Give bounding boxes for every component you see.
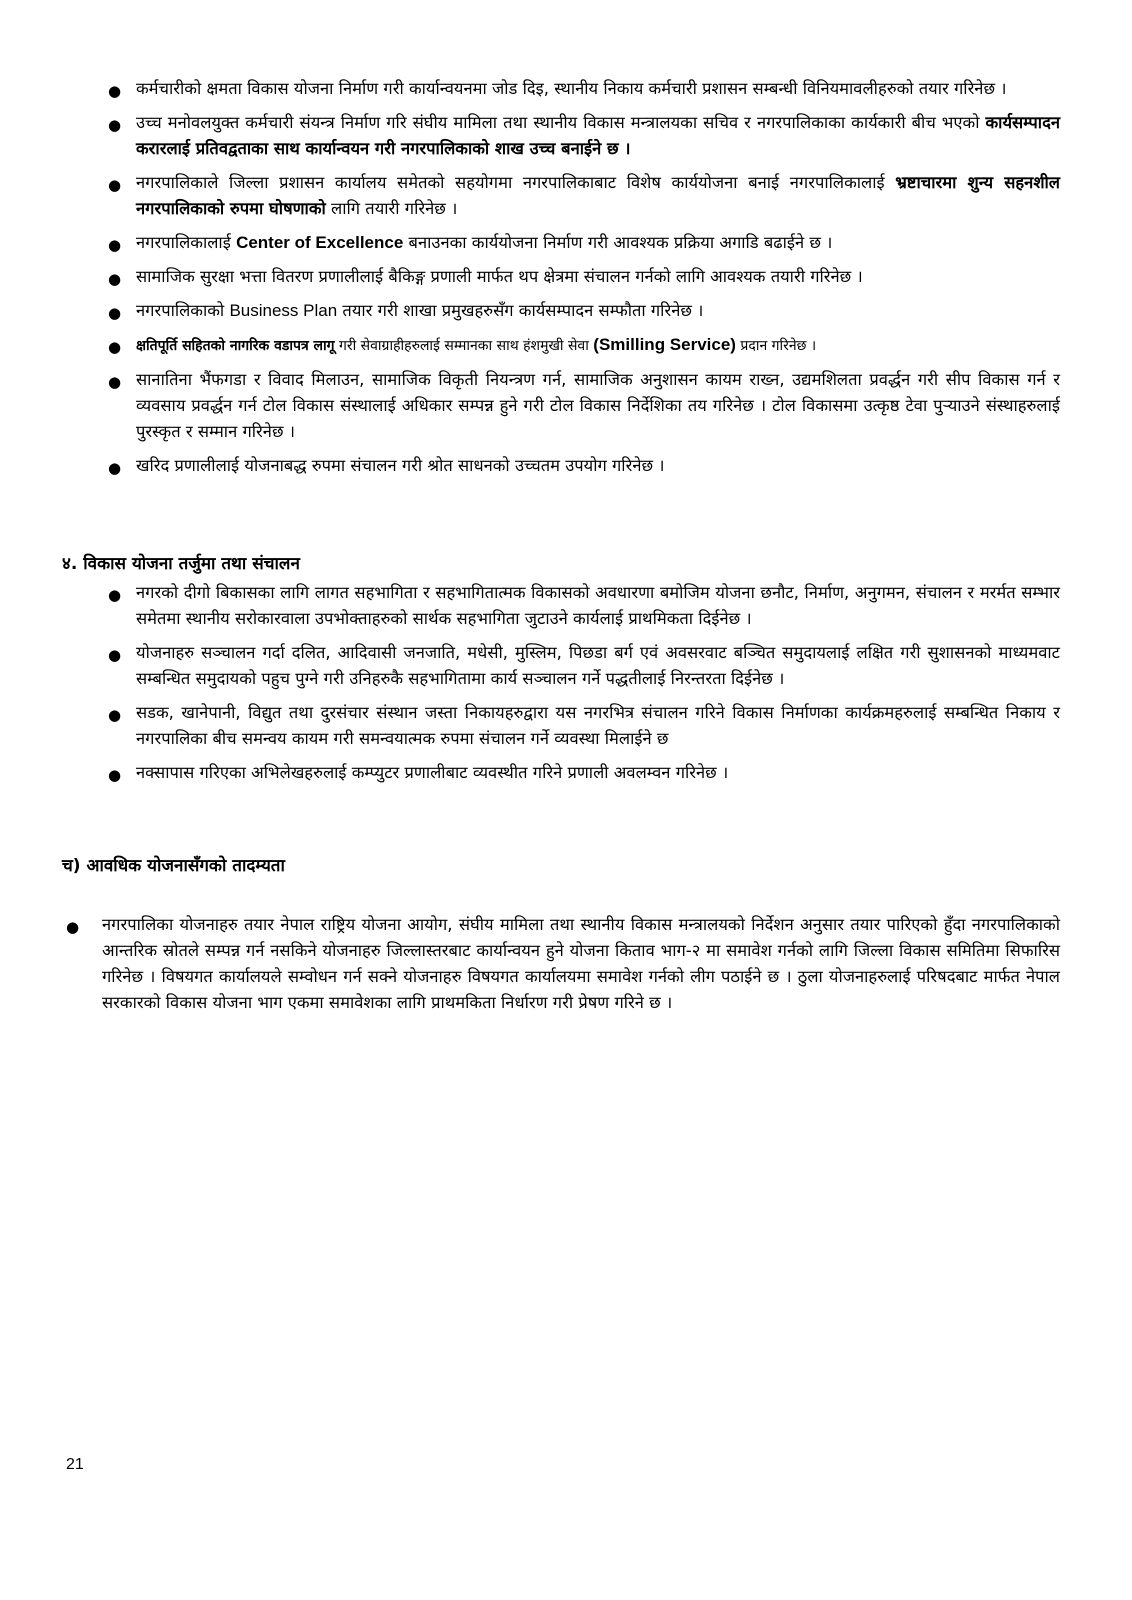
bullet-icon: ● [108,646,122,664]
list-item-text: सडक, खानेपानी, विद्युत तथा दुरसंचार संस्थान जस्ता निकायहरुद्वारा यस नगरभित्र संचालन गरिने विकास निर्माणका कार्यक्रमहरुलाई सम्बन्धित निकाय र नगरपालिका बीच समन्वय कायम गरी समन्वयात्मक रुपमा संचालन गर्ने व्यवस्था मिलाईने छ [136,703,1060,748]
list-item-bold-text: कार्यसम्पादन करारलाई प्रतिवद्वताका साथ कार्यान्वयन गरी नगरपालिकाको शाख उच्च बनाईने छ । [136,113,1060,158]
bullet-icon: ● [108,373,122,391]
list-item [100,76,1060,102]
list-item-text: खरिद प्रणालीलाई योजनाबद्ध रुपमा संचालन गरी श्रोत साधनको उच्चतम उपयोग गरिनेछ । [136,456,665,475]
section-list-governance [100,76,1060,479]
list-item-bold-text: क्षतिपूर्ति सहितको नागरिक वडापत्र लागू [136,338,335,354]
bullet-icon: ● [108,706,122,724]
final-paragraph-text: नगरपालिका योजनाहरु तयार नेपाल राष्ट्रिय योजना आयोग, संघीय मामिला तथा स्थानीय विकास मन्त्रालयको निर्देशन अनुसार तयार पारिएको हुँदा नगरपालिकाको आन्तरिक स्रोतले सम्पन्न गर्न नसकिने योजनाहरु जिल्लास्तरबाट कार्यान्वयन हुने योजना किताव भाग-२ मा समावेश गर्नको लागि जिल्ला विकास समितिमा सिफारिस गरिनेछ । विषयगत कार्यालयले सम्वोधन गर्न सक्ने योजनाहरु विषयगत कार्यालयमा समावेश गर्नको लीग पठाईने छ । ठुला योजनाहरुलाई परिषदबाट मार्फत नेपाल सरकारको विकास योजना भाग एकमा समावेशका लागि प्राथमकिता निर्धारण गरी प्रेषण गरिने छ । [102,915,1060,1012]
bullet-icon: ● [108,270,122,288]
bullet-icon: ● [108,82,122,100]
list-item-text-tail: तयार गरी शाखा प्रमुखहरुसँग कार्यसम्पादन सम्फौता गरिनेछ । [337,301,704,320]
list-item-text-tail: बनाउनका कार्ययोजना निर्माण गरी आवश्यक प्रक्रिया अगाडि बढाईने छ । [403,233,833,252]
list-item-text: नगरपालिकालाई [136,233,237,252]
list-item-text: नक्सापास गरिएका अभिलेखहरुलाई कम्प्युटर प्रणालीबाट व्यवस्थीत गरिने प्रणाली अवलम्वन गरिनेछ । [136,763,729,782]
list-item-bold-text: Center of Excellence [236,233,404,252]
section-heading-cha: च) आवधिक योजनासँगको तादम्यता [62,856,285,876]
bullet-icon: ● [108,338,122,356]
list-item-text: गरी सेवाग्राहीहरुलाई सम्मानका साथ हंशमुखी सेवा [334,338,594,354]
list-item-text: नगरपालिकाले जिल्ला प्रशासन कार्यालय समेतको सहयोगमा नगरपालिकाबाट विशेष कार्ययोजना बनाई नगरपालिकालाई [136,173,896,192]
list-item-text-tail: प्रदान गरिनेछ । [735,338,817,354]
list-item [100,640,1060,692]
final-paragraph [62,912,1060,1016]
list-item [100,170,1060,222]
section-list-development-planning [100,580,1060,786]
section-heading-4: ४. विकास योजना तर्जुमा तथा संचालन [62,554,300,574]
bullet-icon: ● [108,766,122,784]
list-item-bold-latin-text: (Smilling Service) [593,335,736,354]
bullet-icon: ● [66,918,80,936]
list-item [100,453,1060,479]
list-item-text: नगरको दीगो बिकासका लागि लागत सहभागिता र सहभागितात्मक विकासको अवधारणा बमोजिम योजना छनौट, निर्माण, अनुगमन, संचालन र मरर्मत सम्भार समेतमा स्थानीय सरोकारवाला उपभोक्ताहरुको सार्थक सहभागिता जुटाउने कार्यलाई प्राथमिकता दिईनेछ । [136,583,1060,628]
list-item [100,110,1060,162]
list-item-bold-text: भ्रष्टाचारमा शुन्य सहनशील नगरपालिकाको रुपमा घोषणाको [136,173,1060,218]
list-item [100,700,1060,752]
bullet-icon: ● [108,304,122,322]
list-item [100,580,1060,632]
bullet-icon: ● [108,236,122,254]
list-item-text-tail: लागि तयारी गरिनेछ । [325,199,458,218]
bullet-icon: ● [108,176,122,194]
list-item-text: उच्च मनोवलयुक्त कर्मचारी संयन्त्र निर्माण गरि संघीय मामिला तथा स्थानीय विकास मन्त्रालयका सचिव र नगरपालिकाका कार्यकारी बीच भएको [136,113,986,132]
list-item [100,332,1060,359]
bullet-icon: ● [108,116,122,134]
list-item-latin-text: Business Plan [229,301,338,320]
list-item [100,230,1060,256]
bullet-icon: ● [108,459,122,477]
list-item [100,760,1060,786]
list-item-text: नगरपालिकाको [136,301,230,320]
list-item-text: सानातिना भैंफगडा र विवाद मिलाउन, सामाजिक विकृती नियन्त्रण गर्न, सामाजिक अनुशासन कायम राख्न, उद्यमशिलता प्रवर्द्धन गरी सीप विकास गर्न र व्यवसाय प्रवर्द्धन गर्न टोल विकास संस्थालाई अधिकार सम्पन्न हुने गरी टोल विकास निर्देशिका तय गरिनेछ । टोल विकासमा उत्कृष्ठ टेवा पुऱ्याउने संस्थाहरुलाई पुरस्कृत र सम्मान गरिनेछ । [136,370,1060,441]
bullet-icon: ● [108,586,122,604]
page-number: 21 [66,1456,84,1473]
list-item-text: सामाजिक सुरक्षा भत्ता वितरण प्रणालीलाई बैकिङ्ग प्रणाली मार्फत थप क्षेत्रमा संचालन गर्नको लागि आवश्यक तयारी गरिनेछ । [136,267,863,286]
list-item-text: योजनाहरु सञ्चालन गर्दा दलित, आदिवासी जनजाति, मधेसी, मुस्लिम, पिछडा बर्ग एवं अवसरवाट बञ्चित समुदायलाई लक्षित गरी सुशासनको माध्यमवाट सम्बन्धित समुदायको पहुच पुग्ने गरी उनिहरुकै सहभागितामा कार्य सञ्चालन गर्ने पद्धतीलाई निरन्तरता दिईनेछ । [136,643,1060,688]
list-item-text: कर्मचारीको क्षमता विकास योजना निर्माण गरी कार्यान्वयनमा जोड दिइ, स्थानीय निकाय कर्मचारी प्रशासन सम्बन्धी विनियमावलीहरुको तयार गरिनेछ । [136,79,1007,98]
list-item [100,367,1060,445]
list-item [100,298,1060,324]
list-item [100,264,1060,290]
